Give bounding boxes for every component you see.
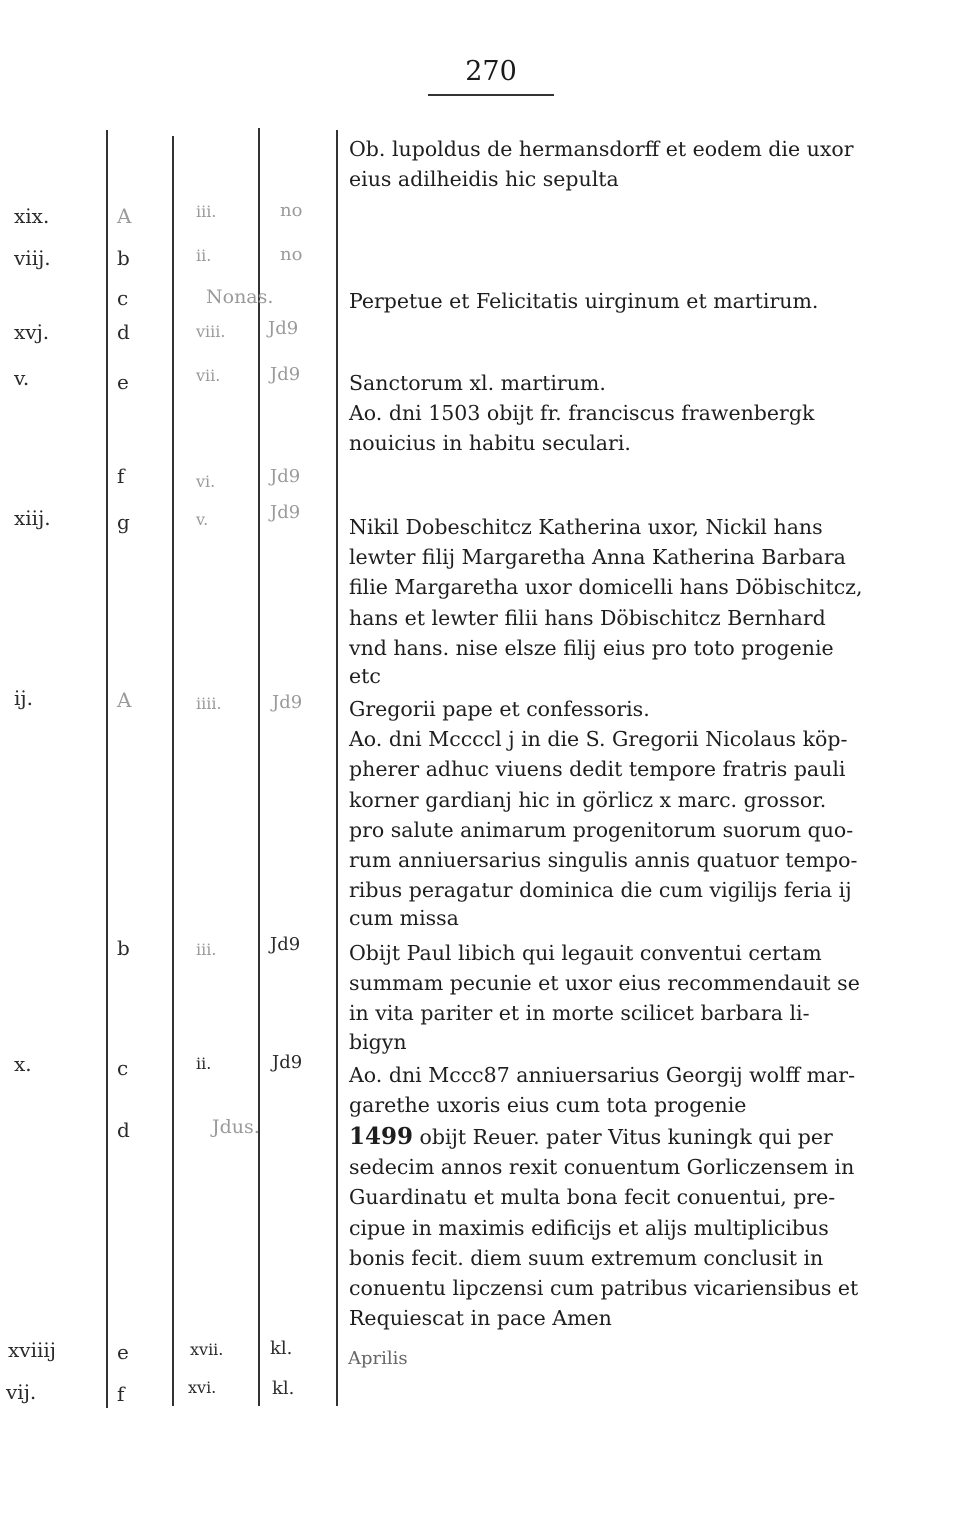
entry-libich [349,938,933,1055]
entry-perpetue [349,286,933,316]
text-line: Requiescat in pace Amen [349,1306,612,1331]
text-line: Perpetue et Felicitatis uirginum et martirum. [349,289,819,313]
roman-day: iiii. [196,694,222,713]
kalendar-mark: Jd9 [270,934,301,955]
entry-dobeschitcz [349,512,933,689]
entry-kuningk [349,1122,933,1333]
roman-day: xvi. [188,1378,217,1397]
kalendar-mark: no [280,200,303,221]
golden-number: xvj. [14,320,50,344]
roman-day: vii. [196,366,221,385]
golden-number: v. [14,366,30,390]
text-line: pro salute animarum progenitorum suorum quo- [349,817,854,842]
text-line: Ao. dni Mccc87 anniuersarius Georgij wolff mar- [349,1063,856,1087]
dominical-letter: f [117,1382,125,1406]
column-rule-2 [172,136,174,1406]
entry-lupoldus [349,134,933,194]
kalendar-mark: Jd9 [272,1052,303,1073]
column-rule-1 [106,130,108,1408]
text-line: rum anniuersarius singulis annis quatuor tempo- [349,848,858,873]
roman-day: v. [196,510,209,529]
kalendar-mark: no [280,244,303,265]
text-line: filie Margaretha uxor domicelli hans Döbischitcz, [349,575,863,600]
roman-day: iii. [196,940,217,959]
roman-day: xvii. [190,1340,224,1359]
roman-day: ii. [196,246,212,265]
kalendar-mark: Jd9 [270,364,301,385]
text-line: Guardinatu et multa bona fecit conuentui, pre- [349,1185,836,1210]
text-line: bonis fecit. diem suum extremum conclusit in [349,1245,824,1270]
golden-number: vij. [6,1380,37,1404]
idus-label: Jdus. [212,1116,260,1138]
text-line: Nikil Dobeschitcz Katherina uxor, Nickil hans [349,515,823,539]
entry-wolff [349,1060,933,1120]
golden-number: x. [14,1052,32,1076]
dominical-letter: A [117,688,132,712]
text-line: lewter filij Margaretha Anna Katherina Barbara [349,545,846,570]
entry-sanctorum [349,368,933,459]
roman-day: iii. [196,202,217,221]
text-line: Sanctorum xl. martirum. [349,371,606,395]
text-line: Ob. lupoldus de hermansdorff et eodem die uxor [349,137,854,161]
text-line: Gregorii pape et confessoris. [349,697,650,721]
page-number-rule [428,94,554,96]
text-line: bigyn [349,1029,407,1054]
golden-number: viij. [14,246,51,270]
year-1499: 1499 [349,1123,414,1150]
entry-gregorii [349,694,933,931]
month-label-aprilis: Aprilis [348,1348,408,1369]
text-line: vnd hans. nise elsze filij eius pro toto progenie [349,635,834,660]
text-line: Ao. dni Mccccl j in die S. Gregorii Nicolaus köp- [349,727,848,752]
kalendar-mark: Jd9 [268,318,299,339]
page-number: 270 [465,56,517,87]
kalendar-mark: Jd9 [270,502,301,523]
nonas-label: Nonas. [206,286,274,308]
text-line [349,1122,933,1152]
dominical-letter: d [117,320,130,344]
dominical-letter: b [117,246,130,270]
text-line: korner gardianj hic in görlicz x marc. grossor. [349,787,827,812]
text-line: garethe uxoris eius cum tota progenie [349,1093,747,1118]
dominical-letter: A [117,204,132,228]
column-rule-3 [258,128,260,1406]
dominical-letter: c [117,1056,129,1080]
text-line: etc [349,664,381,689]
golden-number: xviiij [8,1338,56,1362]
golden-number: ij. [14,686,33,710]
roman-day: viii. [196,322,226,341]
text-line: ribus peragatur dominica die cum vigilijs feria ij [349,878,852,903]
kalendar-mark: kl. [270,1338,293,1359]
dominical-letter: e [117,370,129,394]
column-rule-4 [336,130,338,1406]
dominical-letter: c [117,286,129,310]
dominical-letter: f [117,464,125,488]
kalendar-mark: Jd9 [272,692,303,713]
dominical-letter: e [117,1340,129,1364]
text-line: Obijt Paul libich qui legauit conventui certam [349,941,822,965]
dominical-letter: g [117,510,130,534]
text-line: Ao. dni 1503 obijt fr. franciscus frawenbergk [349,401,815,426]
golden-number: xiij. [14,506,51,530]
roman-day: vi. [196,472,216,491]
text-line: summam pecunie et uxor eius recommendauit se [349,971,860,996]
text-line: conuentu lipczensi cum patribus vicariensibus et [349,1276,859,1301]
kalendar-mark: kl. [272,1378,295,1399]
golden-number: xix. [14,204,50,228]
text-fragment: obijt Reuer. pater Vitus kuningk qui per [413,1125,833,1149]
text-line: cum missa [349,906,459,931]
roman-day: ii. [196,1054,212,1073]
text-line: hans et lewter filii hans Döbischitcz Bernhard [349,605,826,630]
text-line: cipue in maximis edificijs et alijs multiplicibus [349,1215,829,1240]
text-line: sedecim annos rexit conuentum Gorliczensem in [349,1155,855,1180]
text-line: in vita pariter et in morte scilicet barbara li- [349,1001,810,1026]
text-line: nouicius in habitu seculari. [349,431,631,456]
dominical-letter: d [117,1118,130,1142]
kalendar-mark: Jd9 [270,466,301,487]
text-line: eius adilheidis hic sepulta [349,167,619,192]
text-line: pherer adhuc viuens dedit tempore fratris pauli [349,757,846,782]
dominical-letter: b [117,936,130,960]
